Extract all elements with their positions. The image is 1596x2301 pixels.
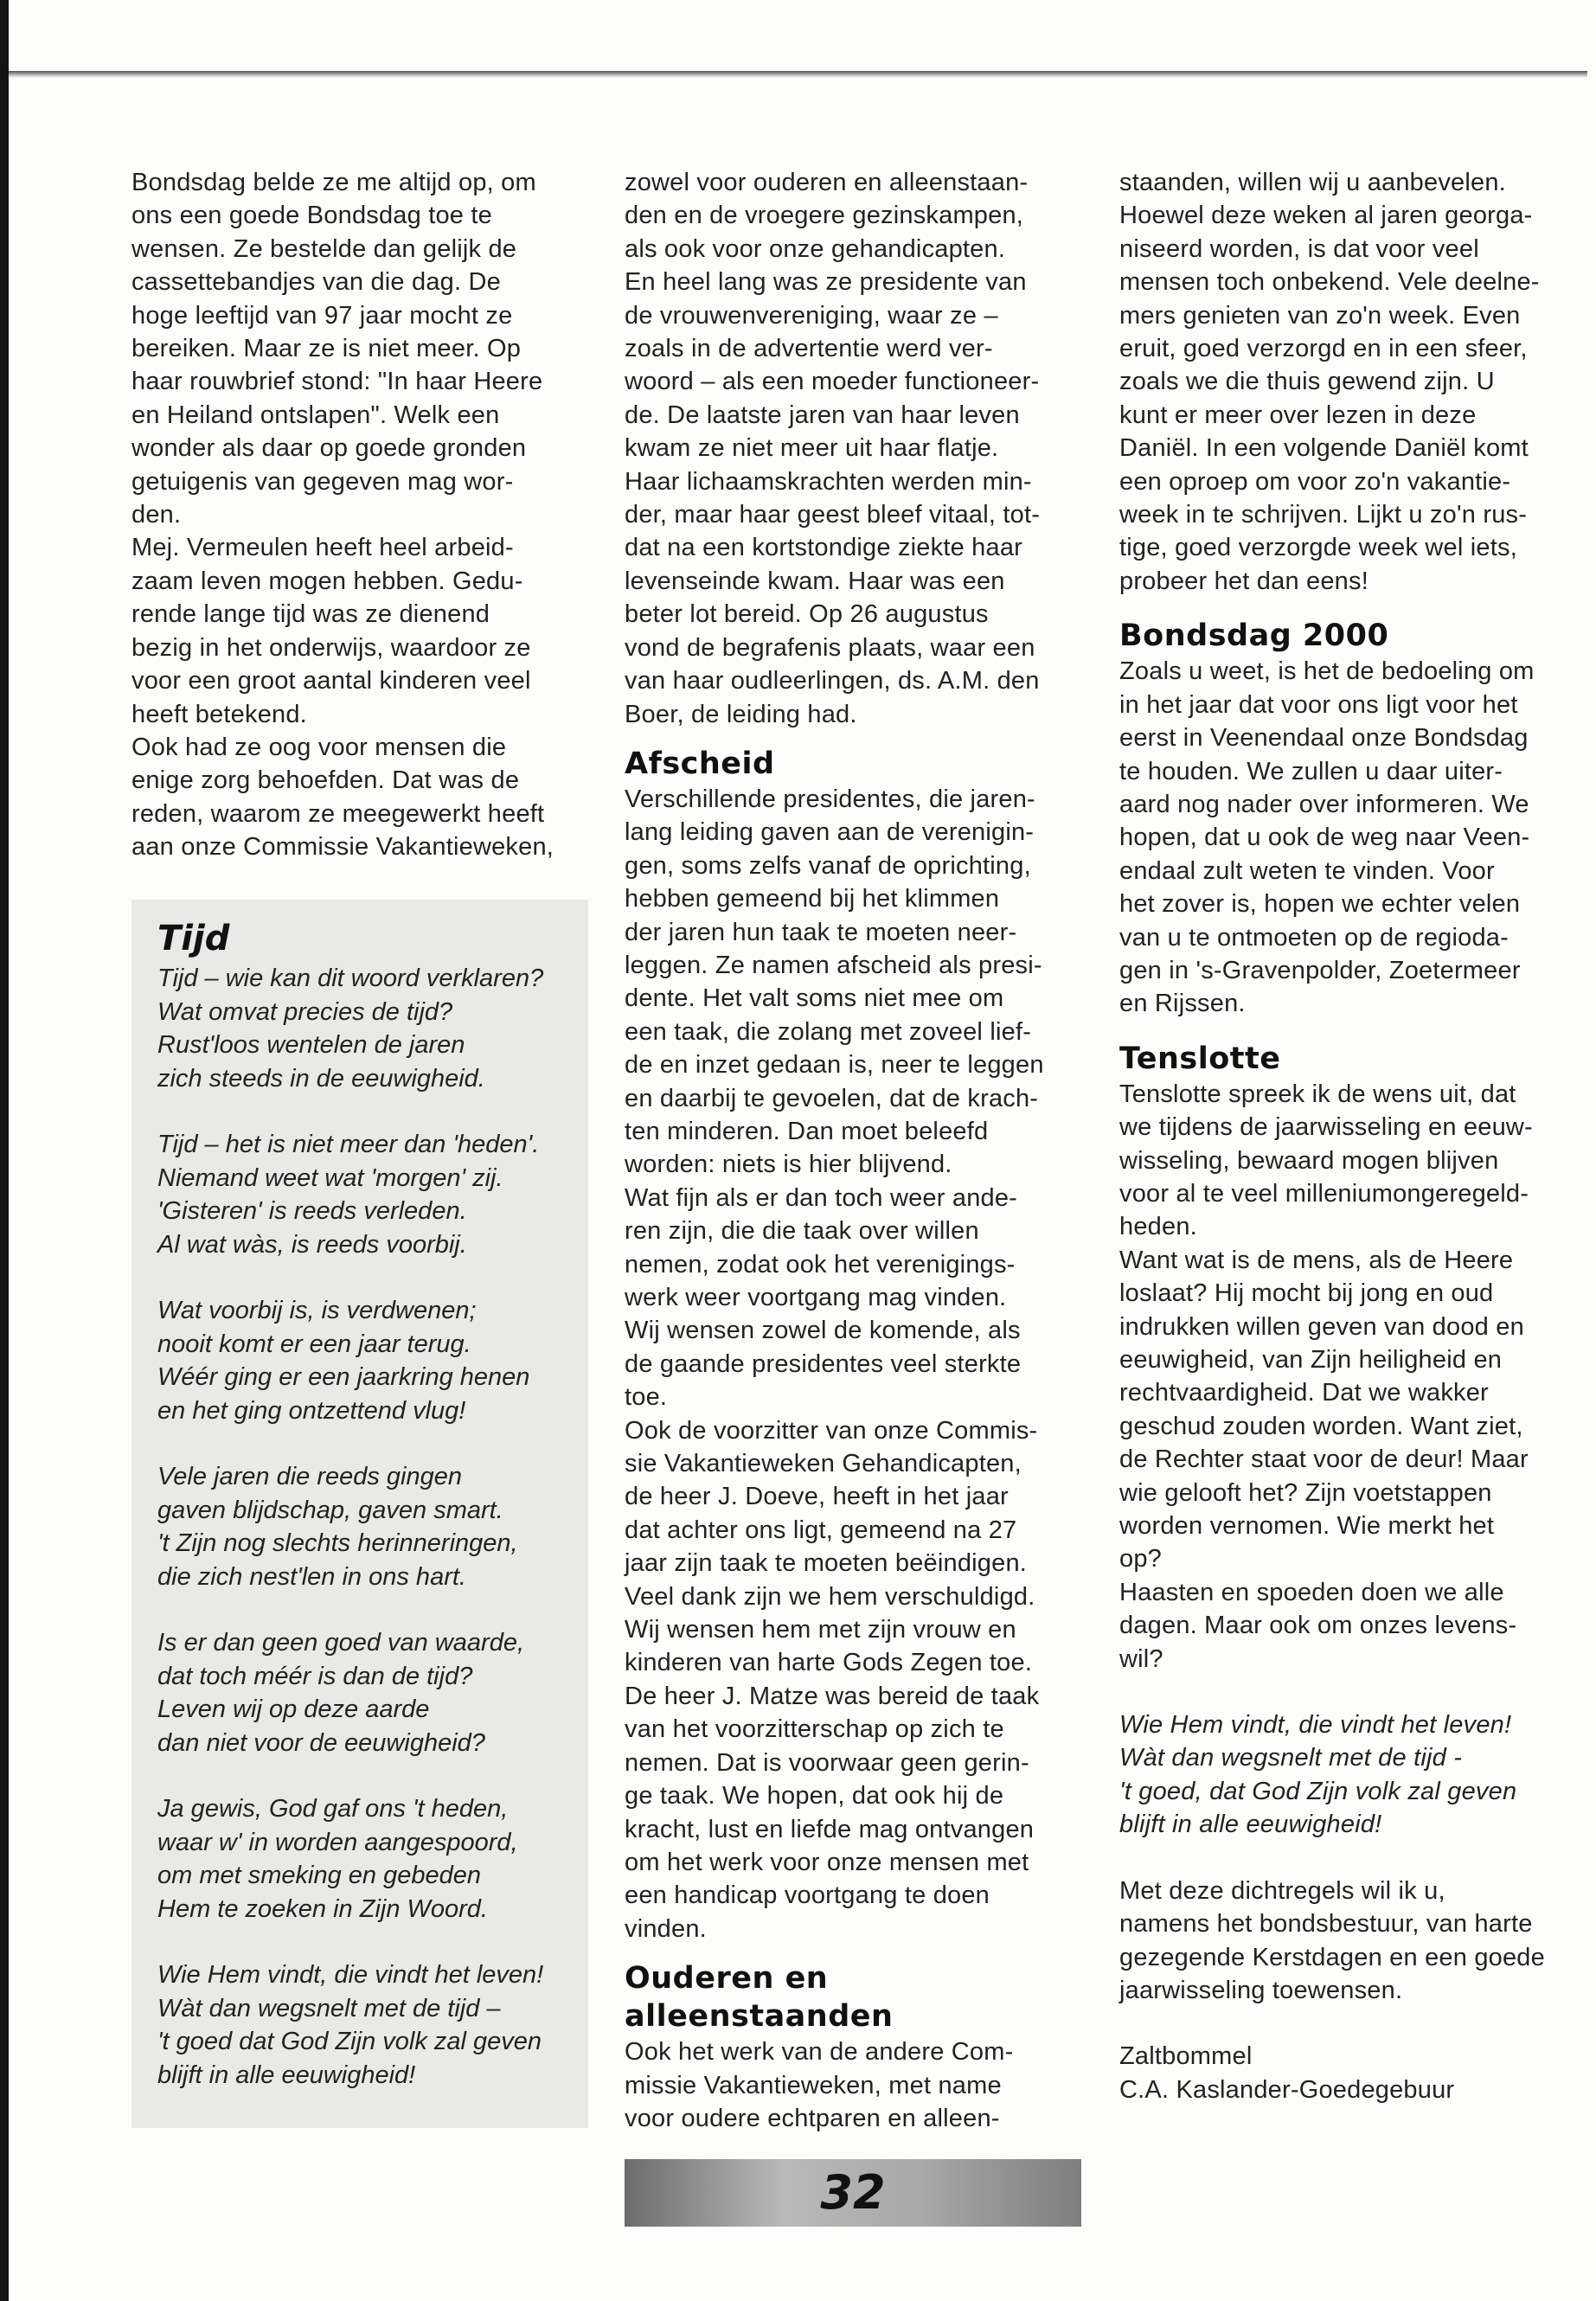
text-line: voor een groot aantal kinderen veel (131, 667, 531, 695)
text-line: Wij wensen zowel de komende, als (625, 1317, 1021, 1345)
bondsdag-text (1119, 655, 1578, 1020)
poem-stanza (157, 1460, 581, 1593)
text-line: een handicap voortgang te doen (625, 1881, 990, 1910)
text-line: Hoewel deze weken al jaren georga- (1119, 202, 1533, 230)
text-line: als ook voor onze gehandicapten. (625, 234, 1006, 263)
column3-intro (1119, 166, 1578, 598)
text-line: zowel voor ouderen en alleenstaan- (625, 169, 1029, 196)
poem-line: dan niet voor de eeuwigheid? (157, 1728, 485, 1757)
text-line: worden: niets is hier blijvend. (625, 1150, 952, 1179)
text-line: aard nog nader over informeren. We (1119, 790, 1529, 818)
text-line: loslaat? Hij mocht bij jong en oud (1119, 1279, 1494, 1308)
spacer (1119, 2007, 1578, 2040)
text-line: vinden. (625, 1914, 707, 1943)
text-line: Wij wensen hem met zijn vrouw en (625, 1616, 1016, 1644)
text-line: de en inzet gedaan is, neer te leggen (625, 1051, 1044, 1080)
ouderen-text (625, 2035, 1083, 2135)
scan-border-top (9, 71, 1587, 78)
text-line: Haar lichaamskrachten werden min- (625, 467, 1032, 496)
text-line: ren zijn, die die taak over willen (625, 1217, 979, 1246)
text-line: een taak, die zolang met zoveel lief- (625, 1017, 1032, 1046)
page-number: 32 (820, 2165, 886, 2220)
signature-name: C.A. Kaslander-Goedegebuur (1119, 2075, 1455, 2104)
heading-ouderen: Ouderen en alleenstaanden (625, 1961, 894, 2035)
poem-line: en het ging ontzettend vlug! (157, 1396, 466, 1425)
text-line: van u te ontmoeten op de regioda- (1119, 923, 1509, 952)
text-line: week in te schrijven. Lijkt u zo'n rus- (1119, 501, 1528, 529)
text-line: werk weer voortgang mag vinden. (625, 1284, 1007, 1311)
text-line: zoals in de advertentie werd ver- (625, 335, 993, 363)
text-line: eeuwigheid, van Zijn heiligheid en (1119, 1346, 1503, 1374)
text-line: en Heiland ontslapen". Welk een (131, 401, 500, 429)
text-line: om het werk voor onze mensen met (625, 1848, 1029, 1876)
scan-border-left (0, 0, 9, 2301)
poem-line: waar w' in worden aangespoord, (157, 1828, 518, 1856)
text-line: zaam leven mogen hebben. Gedu- (131, 567, 523, 595)
text-line: worden vernomen. Wie merkt het (1119, 1512, 1495, 1541)
text-line: bereiken. Maar ze is niet meer. Op (131, 335, 522, 363)
text-line: Boer, de leiding had. (625, 700, 857, 728)
text-line: geschud zouden worden. Want ziet, (1119, 1412, 1523, 1440)
text-line: toe. (625, 1383, 668, 1412)
text-line: te houden. We zullen u daar uiter- (1119, 757, 1503, 785)
column-3 (1119, 166, 1578, 2106)
text-line: Ook de voorzitter van onze Commis- (625, 1416, 1038, 1445)
text-line: lang leiding gaven aan de verenigin- (625, 818, 1035, 847)
text-line: staanden, willen wij u aanbevelen. (1119, 169, 1506, 196)
spacer (1119, 1842, 1578, 1875)
text-line: reden, waarom ze meegewerkt heeft (131, 799, 545, 828)
poem-stanza (157, 1626, 581, 1759)
text-line: hoge leeftijd van 97 jaar mocht ze (131, 301, 513, 330)
text-line: op? (1119, 1545, 1162, 1574)
text-line: namens het bondsbestuur, van harte (1119, 1910, 1533, 1939)
heading-bondsdag-2000: Bondsdag 2000 (1119, 619, 1389, 654)
text-line: Wat fijn als er dan toch weer ande- (625, 1183, 1018, 1212)
text-line: hebben gemeend bij het klimmen (625, 885, 1000, 913)
text-line: hopen, dat u ook de weg naar Veen- (1119, 824, 1530, 852)
column-1 (131, 166, 588, 864)
text-line: kunt er meer over lezen in deze (1119, 401, 1477, 429)
text-line: de gaande presidentes veel sterkte (625, 1349, 1022, 1378)
text-line: we tijdens de jaarwisseling en eeuw- (1119, 1113, 1533, 1142)
poem-line: dat toch méér is dan de tijd? (157, 1662, 473, 1690)
column2-intro (625, 166, 1083, 731)
poem-line: Niemand weet wat 'morgen' zij. (157, 1163, 503, 1192)
poem-line: blijft in alle eeuwigheid! (157, 2061, 416, 2089)
text-line: Met deze dichtregels wil ik u, (1119, 1876, 1445, 1905)
poem-stanzas (157, 962, 581, 2092)
text-line: wisseling, bewaard mogen blijven (1119, 1146, 1499, 1175)
text-line: Veel dank zijn we hem verschuldigd. (625, 1582, 1035, 1611)
text-line: in het jaar dat voor ons ligt voor het (1119, 690, 1518, 719)
poem-line: Wie Hem vindt, die vindt het leven! (157, 1961, 544, 1989)
closing-text (1119, 1875, 1578, 2008)
text-line: Wie Hem vindt, die vindt het leven! (1119, 1711, 1512, 1740)
text-line: nemen, zodat ook het verenigings- (625, 1250, 1016, 1279)
poem-line: Al wat wàs, is reeds voorbij. (157, 1230, 467, 1259)
heading-tenslotte: Tenslotte (1119, 1041, 1281, 1076)
text-line: en daarbij te gevoelen, dat de krach- (625, 1084, 1039, 1112)
text-line: vond de begrafenis plaats, waar een (625, 633, 1035, 662)
poem (157, 917, 581, 2092)
text-line: der jaren hun taak te moeten neer- (625, 918, 1017, 946)
stanza-gap (157, 1261, 581, 1294)
text-line: Mej. Vermeulen heeft heel arbeid- (131, 534, 514, 562)
text-line: eerst in Veenendaal onze Bondsdag (1119, 724, 1529, 753)
text-line: jaar zijn taak te moeten beëindigen. (625, 1549, 1028, 1578)
poem-box (131, 900, 588, 2128)
poem-stanza (157, 1128, 581, 1261)
text-line: van het voorzitterschap op zich te (625, 1715, 1004, 1744)
page-number-bar (625, 2159, 1081, 2227)
poem-line: Tijd – het is niet meer dan 'heden'. (157, 1131, 540, 1158)
text-line: Ook had ze oog voor mensen die (131, 733, 507, 761)
text-line: ge taak. We hopen, dat ook hij de (625, 1782, 1004, 1811)
text-line: cassettebandjes van die dag. De (131, 268, 501, 297)
text-line: wensen. Ze bestelde dan gelijk de (131, 234, 517, 263)
text-line: aan onze Commissie Vakantieweken, (131, 833, 554, 862)
poem-line: Leven wij op deze aarde (157, 1695, 430, 1723)
text-line: de heer J. Doeve, heeft in het jaar (625, 1483, 1009, 1511)
text-line: den. (131, 501, 182, 529)
text-line: heden. (1119, 1213, 1197, 1241)
text-line: mensen toch onbekend. Vele deelne- (1119, 268, 1540, 297)
column1-text (131, 166, 588, 864)
stanza-gap (157, 1759, 581, 1792)
text-line: der, maar haar geest bleef vitaal, tot- (625, 501, 1041, 529)
text-line: Bondsdag belde ze me altijd op, om (131, 169, 536, 196)
text-line: Verschillende presidentes, die jaren- (625, 785, 1035, 813)
poem-line: Wat voorbij is, is verdwenen; (157, 1297, 477, 1324)
poem-line: Wàt dan wegsnelt met de tijd – (157, 1994, 501, 2022)
text-line: kinderen van harte Gods Zegen toe. (625, 1649, 1033, 1677)
text-line: wie gelooft het? Zijn voetstappen (1119, 1478, 1492, 1507)
poem-title: Tijd (157, 919, 230, 958)
poem-line: om met smeking en gebeden (157, 1862, 481, 1889)
poem-line: gaven blijdschap, gaven smart. (157, 1496, 503, 1524)
text-line: Haasten en spoeden doen we alle (1119, 1578, 1504, 1606)
stanza-gap (157, 1593, 581, 1626)
text-line: leggen. Ze namen afscheid als presi- (625, 951, 1042, 979)
poem-line: 't Zijn nog slechts herinneringen, (157, 1529, 518, 1557)
poem-line: zich steeds in de eeuwigheid. (157, 1064, 485, 1093)
stanza-gap (157, 1095, 581, 1128)
text-line: voor al te veel milleniumongeregeld- (1119, 1179, 1529, 1208)
text-line: Wàt dan wegsnelt met de tijd - (1119, 1744, 1463, 1772)
text-line: enige zorg behoefden. Dat was de (131, 766, 520, 795)
stanza-gap (157, 1427, 581, 1460)
poem-line: Wéér ging er een jaarkring henen (157, 1363, 530, 1391)
text-line: Want wat is de mens, als de Heere (1119, 1246, 1514, 1274)
text-line: blijft in alle eeuwigheid! (1119, 1811, 1382, 1839)
text-line: endaal zult weten te vinden. Voor (1119, 856, 1495, 885)
text-line: Tenslotte spreek ik de wens uit, dat (1119, 1080, 1516, 1108)
afscheid-text (625, 783, 1083, 1945)
text-line: missie Vakantieweken, met name (625, 2071, 1002, 2099)
text-line: voor oudere echtparen en alleen- (625, 2104, 1000, 2132)
text-line: zoals we die thuis gewend zijn. U (1119, 368, 1495, 396)
poem-line: Hem te zoeken in Zijn Woord. (157, 1894, 488, 1923)
text-line: Ook het werk van de andere Com- (625, 2038, 1014, 2067)
stanza-gap (157, 1926, 581, 1958)
text-line: den en de vroegere gezinskampen, (625, 202, 1024, 230)
spacer (1119, 1676, 1578, 1708)
poem-stanza (157, 962, 581, 1095)
poem-line: Vele jaren die reeds gingen (157, 1463, 463, 1490)
text-line: beter lot bereid. Op 26 augustus (625, 600, 989, 629)
poem-line: 'Gisteren' is reeds verleden. (157, 1197, 467, 1225)
poem-line: nooit komt er een jaar terug. (157, 1330, 471, 1358)
poem-line: die zich nest'len in ons hart. (157, 1562, 466, 1591)
text-line: bezig in het onderwijs, waardoor ze (131, 633, 531, 662)
text-line: nemen. Dat is voorwaar geen gerin- (625, 1748, 1029, 1777)
text-line: dente. Het valt soms niet mee om (625, 984, 1004, 1013)
text-line: en Rijssen. (1119, 990, 1246, 1018)
text-line: niseerd worden, is dat voor veel (1119, 234, 1479, 263)
text-line: ten minderen. Dan moet beleefd (625, 1117, 989, 1145)
text-line: kwam ze niet meer uit haar flatje. (625, 434, 999, 463)
text-line: tige, goed verzorgde week wel iets, (1119, 534, 1517, 562)
text-line: eruit, goed verzorgd en in een sfeer, (1119, 335, 1528, 363)
text-line: dat na een kortstondige ziekte haar (625, 534, 1023, 562)
text-line: kracht, lust en liefde mag ontvangen (625, 1815, 1035, 1843)
text-line: woord – als een moeder functioneer- (625, 368, 1040, 396)
text-line: getuigenis van gegeven mag wor- (131, 467, 514, 496)
text-line: ons een goede Bondsdag toe te (131, 202, 492, 230)
text-line: gen in 's-Gravenpolder, Zoetermeer (1119, 956, 1521, 984)
column-2 (625, 166, 1083, 2135)
text-line: dat achter ons ligt, gemeend na 27 (625, 1516, 1017, 1544)
poem-line: Rust'loos wentelen de jaren (157, 1031, 465, 1059)
text-line: dagen. Maar ook om onzes levens- (1119, 1612, 1517, 1640)
text-line: gen, soms zelfs vanaf de oprichting, (625, 851, 1031, 880)
text-line: sie Vakantieweken Gehandicapten, (625, 1450, 1022, 1478)
text-line: jaarwisseling toewensen. (1119, 1976, 1403, 2004)
closing-quote (1119, 1708, 1578, 1842)
text-line: de. De laatste jaren van haar leven (625, 401, 1020, 429)
text-line: rechtvaardigheid. Dat we wakker (1119, 1379, 1489, 1407)
text-line: wil? (1119, 1644, 1163, 1673)
text-line: haar rouwbrief stond: "In haar Heere (131, 368, 543, 396)
text-line: probeer het dan eens! (1119, 567, 1368, 595)
text-line: de vrouwenvereniging, waar ze – (625, 301, 998, 330)
text-line: 't goed, dat God Zijn volk zal geven (1119, 1777, 1517, 1805)
text-line: En heel lang was ze presidente van (625, 268, 1027, 297)
poem-stanza (157, 1958, 581, 2092)
text-line: de Rechter staat voor de deur! Maar (1119, 1445, 1529, 1474)
text-line: indrukken willen geven van dood en (1119, 1312, 1524, 1341)
heading-afscheid: Afscheid (625, 746, 775, 781)
text-line: Daniël. In een volgende Daniël komt (1119, 434, 1529, 463)
text-line: gezegende Kerstdagen en een goede (1119, 1943, 1545, 1971)
text-line: heeft betekend. (131, 700, 307, 728)
tenslotte-text (1119, 1078, 1578, 1676)
poem-line: Tijd – wie kan dit woord verklaren? (157, 965, 544, 992)
text-line: mers genieten van zo'n week. Even (1119, 301, 1521, 330)
poem-line: Wat omvat precies de tijd? (157, 997, 453, 1026)
text-line: wonder als daar op goede gronden (131, 434, 527, 463)
poem-stanza (157, 1294, 581, 1427)
text-line: Zoals u weet, is het de bedoeling om (1119, 657, 1535, 686)
text-line: rende lange tijd was ze dienend (131, 600, 490, 629)
poem-line: Ja gewis, God gaf ons 't heden, (157, 1795, 509, 1823)
text-line: levenseinde kwam. Haar was een (625, 567, 1005, 595)
text-line: het zover is, hopen we echter velen (1119, 890, 1521, 919)
poem-line: 't goed dat God Zijn volk zal geven (157, 2028, 542, 2055)
text-line: De heer J. Matze was bereid de taak (625, 1682, 1040, 1710)
poem-line: Is er dan geen goed van waarde, (157, 1629, 525, 1657)
text-line: een oproep om voor zo'n vakantie- (1119, 467, 1511, 496)
text-line: van haar oudleerlingen, ds. A.M. den (625, 667, 1040, 695)
poem-stanza (157, 1792, 581, 1926)
signature-place: Zaltbommel (1119, 2042, 1253, 2071)
